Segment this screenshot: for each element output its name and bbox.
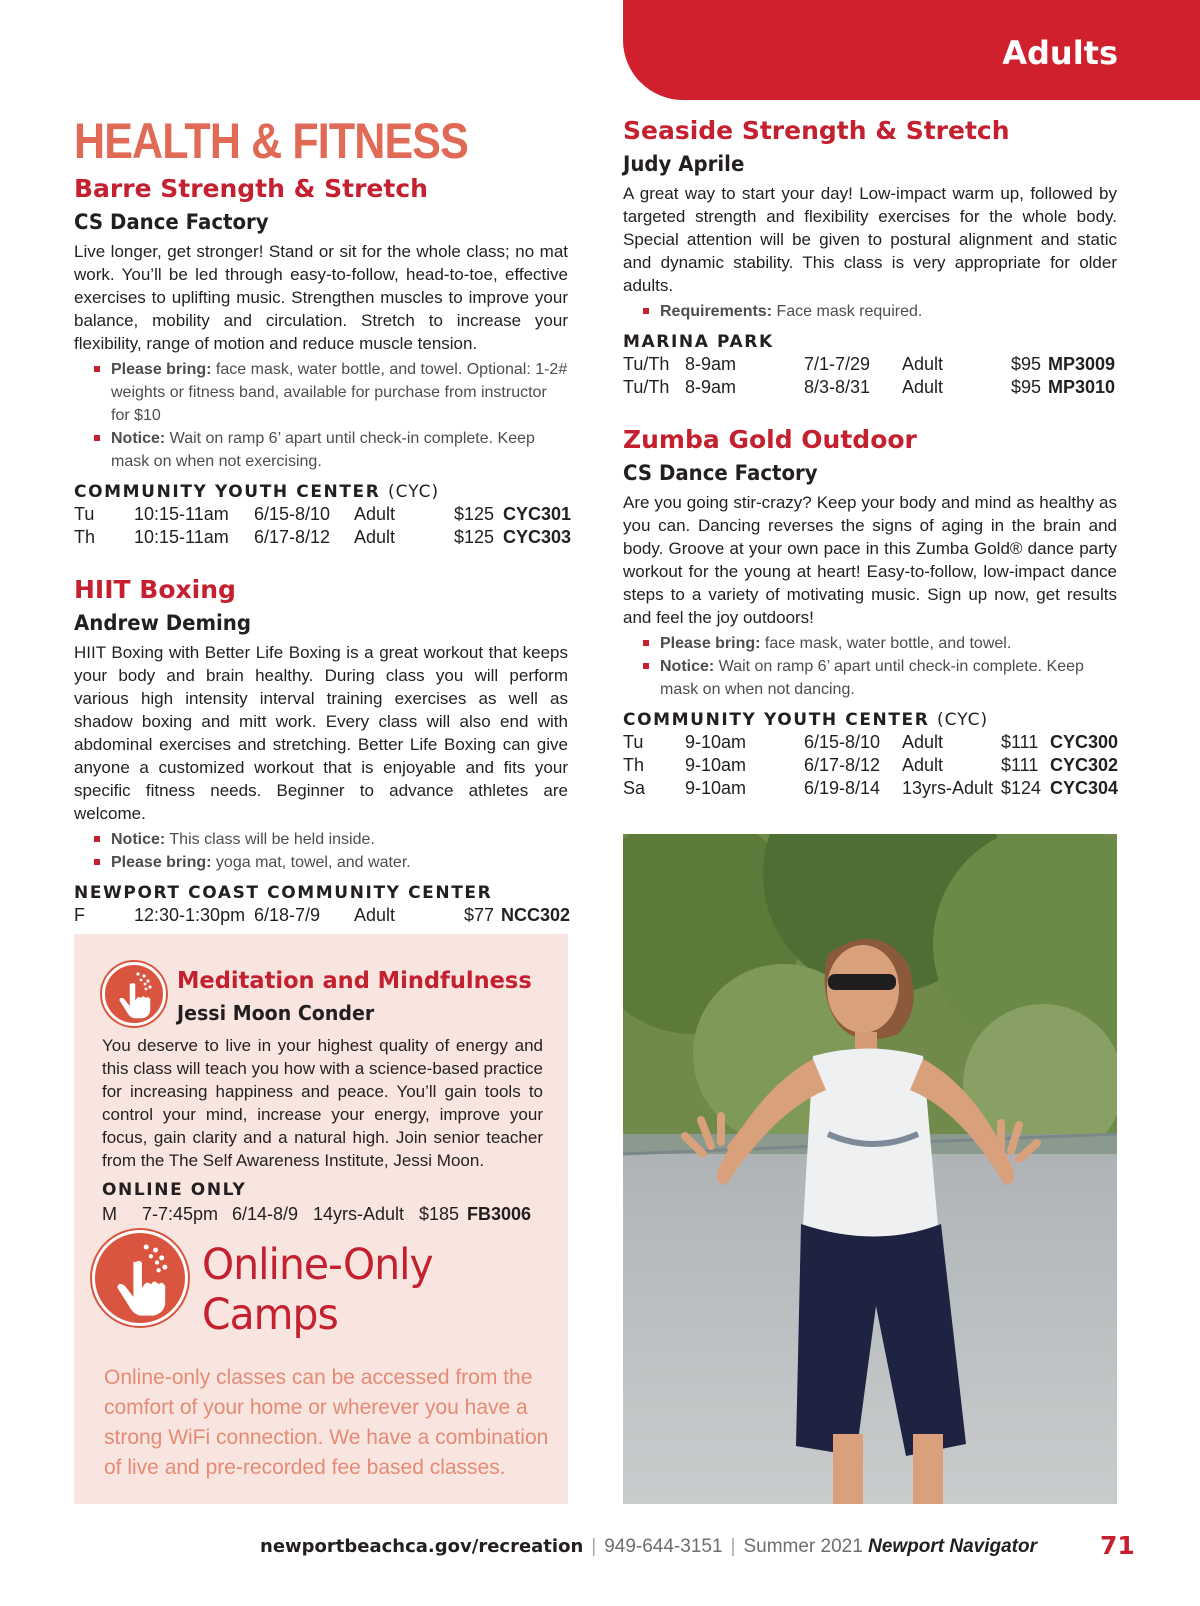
footer-url[interactable]: newportbeachca.gov/recreation — [260, 1536, 584, 1557]
footer-phone: 949-644-3151 — [604, 1536, 723, 1557]
course-notes — [74, 358, 568, 473]
course-description: A great way to start your day! Low-impact warm up, followed by targeted strength and flexibility exercises for the whole body. Special attention will be given to postural alignment and static and dynamic stability. This class is very appropriate for older adults. — [623, 184, 1117, 295]
adults-tab — [623, 0, 1200, 100]
bullet-square-icon — [94, 366, 100, 372]
dancer-photo — [623, 834, 1117, 1504]
course-instructor: CS Dance Factory — [74, 210, 269, 234]
course-code: MP3009 — [1048, 354, 1116, 374]
online-camps-title: Online-Only Camps — [202, 1240, 433, 1340]
course-instructor: Judy Aprile — [623, 152, 745, 176]
course-zumba-gold — [623, 423, 1117, 800]
course-title: Seaside Strength & Stretch — [623, 116, 1010, 145]
schedule-row: Th 10:15-11am 6/17-8/12 Adult $125 CYC303 — [74, 527, 572, 547]
course-code: CYC303 — [503, 527, 572, 547]
note-item: Please bring: yoga mat, towel, and water. — [74, 851, 568, 874]
course-notes — [74, 828, 568, 874]
meditation-instructor: Jessi Moon Conder — [177, 1001, 375, 1025]
section-title: HEALTH & FITNESS — [74, 113, 468, 169]
schedule-row: Tu/Th 8-9am 8/3-8/31 Adult $95 MP3010 — [623, 377, 1116, 397]
bullet-square-icon — [643, 663, 649, 669]
schedule-row: Sa 9-10am 6/19-8/14 13yrs-Adult $124 CYC304 — [623, 778, 1119, 798]
course-description: Are you going stir-crazy? Keep your body and mind as healthy as you can. Dancing reverses the signs of aging in the brain and body. Groove at your own pace in this Zumba Gold® dance party workout for the young at heart! Easy-to-follow, low-impact dance steps to a variety of motivating music. Sign up now, get results and feel the joy outdoors! — [623, 493, 1117, 627]
course-code: MP3010 — [1048, 377, 1116, 397]
schedule-row: Tu 10:15-11am 6/15-8/10 Adult $125 CYC301 — [74, 504, 572, 524]
bullet-square-icon — [643, 640, 649, 646]
course-description: Live longer, get stronger! Stand or sit for the whole class; no mat work. You’ll be led through easy-to-follow, head-to-toe, effective exercises to uplifting music. Strengthen muscles to improve your balance, mobility and circulation. Stretch to increase your flexibility, range of motion and reduce muscle tension. — [74, 242, 568, 353]
note-item: Notice: This class will be held inside. — [74, 828, 568, 851]
online-camps-description: Online-only classes can be accessed from the comfort of your home or wherever you have a strong WiFi connection. We have a combination of live and pre-recorded fee based classes. — [104, 1366, 549, 1479]
schedule-row: M 7-7:45pm 6/14-8/9 14yrs-Adult $185 FB3006 — [102, 1204, 532, 1224]
online-only-box — [74, 934, 568, 1504]
course-instructor: Andrew Deming — [74, 611, 251, 635]
meditation-description: You deserve to live in your highest quality of energy and this class will teach you how with a science-based practice for increasing happiness and peace. You’ll gain tools to control your mind, increase your energy, improve your focus, gain clarity and a natural high. Join senior teacher from the The Self Awareness Institute, Jessi Moon. — [102, 1036, 543, 1170]
course-title: Zumba Gold Outdoor — [623, 425, 917, 454]
tap-hand-icon — [102, 962, 166, 1026]
course-notes — [623, 300, 1117, 323]
course-code: FB3006 — [467, 1204, 532, 1224]
course-code: CYC300 — [1050, 732, 1119, 752]
schedule-row: Tu/Th 8-9am 7/1-7/29 Adult $95 MP3009 — [623, 354, 1116, 374]
course-code: CYC301 — [503, 504, 572, 524]
location-heading: NEWPORT COAST COMMUNITY CENTER — [74, 883, 493, 903]
course-description: HIIT Boxing with Better Life Boxing is a great workout that keeps your body and brain healthy. During class you will perform various high intensity interval training exercises as well as shadow boxing and mitt work. Every class will also end with abdominal exercises and stretching. Better Life Boxing can give anyone a customized workout that is enjoyable and fits your specific fitness needs. Beginner to advance athletes are welcome. — [74, 643, 568, 823]
course-instructor: CS Dance Factory — [623, 461, 818, 485]
page-footer — [260, 1536, 1130, 1566]
course-notes — [623, 632, 1117, 701]
meditation-location: ONLINE ONLY — [102, 1180, 247, 1200]
course-seaside-strength — [623, 114, 1117, 399]
right-column — [623, 114, 1117, 800]
course-hiit-boxing — [74, 573, 571, 927]
note-item: Notice: Wait on ramp 6’ apart until check-in complete. Keep mask on when not dancing. — [623, 655, 1117, 701]
left-column — [74, 112, 572, 927]
page-number: 71 — [1100, 1531, 1135, 1560]
schedule-row: Tu 9-10am 6/15-8/10 Adult $111 CYC300 — [623, 732, 1119, 752]
course-code: CYC304 — [1050, 778, 1119, 798]
tap-hand-icon — [92, 1230, 188, 1326]
tab-label: Adults — [1002, 34, 1118, 72]
course-title: HIIT Boxing — [74, 575, 236, 604]
note-item: Notice: Wait on ramp 6’ apart until check-in complete. Keep mask on when not exercising. — [74, 427, 568, 473]
course-title: Barre Strength & Stretch — [74, 174, 428, 203]
location-heading: COMMUNITY YOUTH CENTER (CYC) — [623, 710, 989, 730]
footer-season: Summer 2021 — [743, 1536, 863, 1557]
bullet-square-icon — [94, 859, 100, 865]
note-item: Please bring: face mask, water bottle, and towel. — [623, 632, 1117, 655]
course-code: CYC302 — [1050, 755, 1119, 775]
location-heading: MARINA PARK — [623, 332, 774, 352]
schedule-row: F 12:30-1:30pm 6/18-7/9 Adult $77 NCC302 — [74, 905, 571, 925]
meditation-title: Meditation and Mindfulness — [177, 968, 532, 994]
bullet-square-icon — [94, 836, 100, 842]
footer-magazine: Newport Navigator — [868, 1536, 1038, 1557]
bullet-square-icon — [94, 435, 100, 441]
schedule-row: Th 9-10am 6/17-8/12 Adult $111 CYC302 — [623, 755, 1119, 775]
note-item: Please bring: face mask, water bottle, and towel. Optional: 1-2# weights or fitness band, available for purchase from instructor for $10 — [74, 358, 568, 427]
location-heading: COMMUNITY YOUTH CENTER (CYC) — [74, 482, 440, 502]
footer-separator: | — [591, 1536, 597, 1557]
footer-separator: | — [730, 1536, 736, 1557]
bullet-square-icon — [643, 308, 649, 314]
course-code: NCC302 — [501, 905, 571, 925]
course-barre — [74, 172, 572, 549]
note-item: Requirements: Face mask required. — [623, 300, 1117, 323]
